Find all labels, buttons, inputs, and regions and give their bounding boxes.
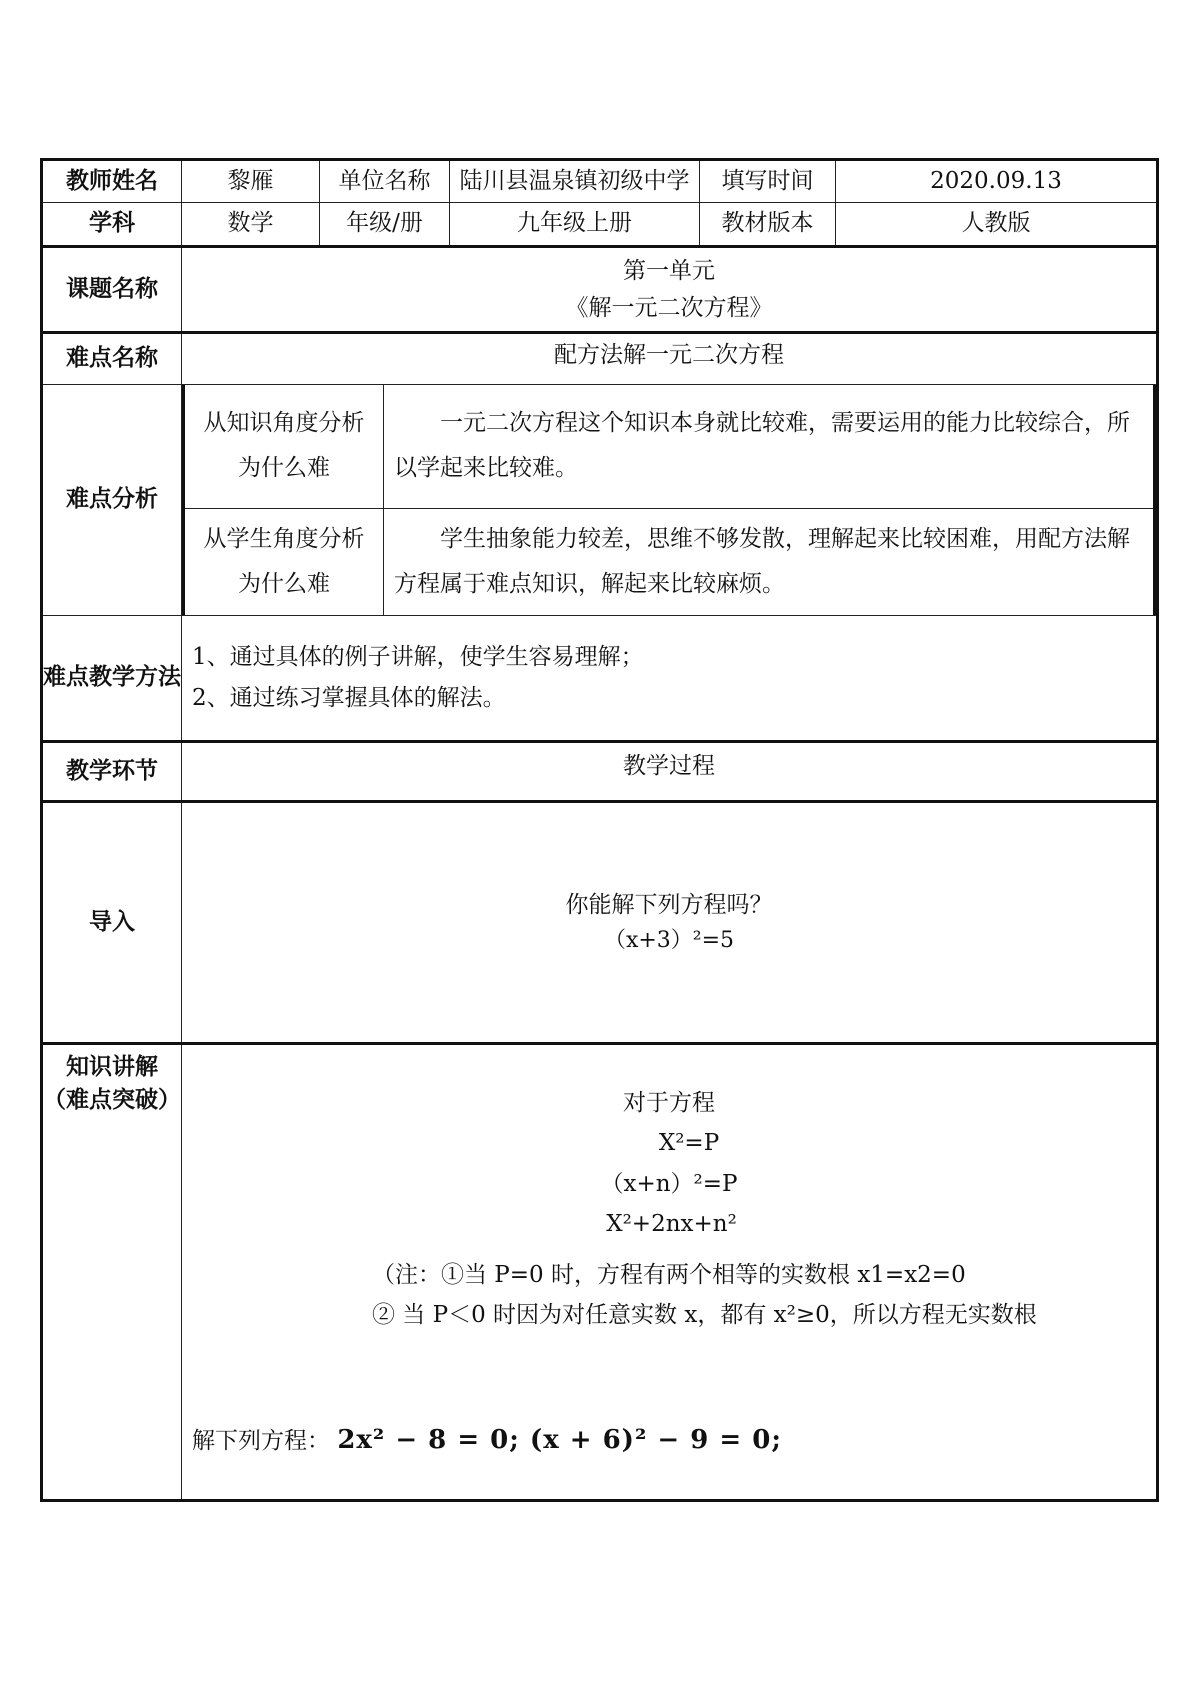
header-row-1 bbox=[42, 160, 1158, 203]
topic-row bbox=[42, 247, 1158, 333]
process-value: 教学过程 bbox=[182, 742, 1158, 802]
topic-value bbox=[182, 247, 1158, 333]
explain-line-4: X²+2nx+n² bbox=[606, 1210, 737, 1237]
intro-label: 导入 bbox=[42, 802, 182, 1044]
method-label: 难点教学方法 bbox=[42, 616, 182, 742]
date-value: 2020.09.13 bbox=[836, 160, 1158, 203]
knowledge-angle-text: 一元二次方程这个知识本身就比较难，需要运用的能力比较综合，所以学起来比较难。 bbox=[384, 385, 1155, 508]
method-item-1: 1、通过具体的例子讲解，使学生容易理解； bbox=[192, 643, 644, 670]
exercise-math: 2x² − 8 = 0; (x + 6)² − 9 = 0; bbox=[337, 1425, 782, 1455]
header-row-2 bbox=[42, 203, 1158, 247]
subject-label: 学科 bbox=[42, 203, 182, 247]
date-label: 填写时间 bbox=[700, 160, 836, 203]
teacher-label: 教师姓名 bbox=[42, 160, 182, 203]
topic-label: 课题名称 bbox=[42, 247, 182, 333]
analysis-sub-table bbox=[182, 385, 1156, 615]
analysis-content bbox=[182, 385, 1158, 616]
intro-content bbox=[182, 802, 1158, 1044]
method-row bbox=[42, 616, 1158, 742]
difficulty-value: 配方法解一元二次方程 bbox=[182, 333, 1158, 385]
explain-line-2: X²=P bbox=[658, 1130, 720, 1157]
explain-note-1: （注：①当 P=0 时，方程有两个相等的实数根 x1=x2=0 bbox=[372, 1262, 966, 1288]
grade-label: 年级/册 bbox=[320, 203, 450, 247]
explain-row bbox=[42, 1044, 1158, 1501]
process-label: 教学环节 bbox=[42, 742, 182, 802]
analysis-row bbox=[42, 385, 1158, 616]
edition-label: 教材版本 bbox=[700, 203, 836, 247]
difficulty-row bbox=[42, 333, 1158, 385]
method-item-2: 2、通过练习掌握具体的解法。 bbox=[192, 685, 506, 711]
explain-label: 知识讲解 （难点突破） bbox=[42, 1044, 182, 1501]
explain-line-3: （x+n）²=P bbox=[600, 1170, 738, 1197]
analysis-label: 难点分析 bbox=[42, 385, 182, 616]
explain-center-block bbox=[182, 1083, 1156, 1244]
difficulty-label: 难点名称 bbox=[42, 333, 182, 385]
subject-value: 数学 bbox=[182, 203, 320, 247]
intro-equation: （x+3）²=5 bbox=[603, 928, 735, 954]
topic-line-1: 第一单元 bbox=[623, 257, 715, 284]
explain-note-2: ② 当 P＜0 时因为对任意实数 x，都有 x²≥0，所以方程无实数根 bbox=[372, 1302, 1037, 1329]
edition-value: 人教版 bbox=[836, 203, 1158, 247]
knowledge-angle-label: 从知识角度分析 为什么难 bbox=[184, 385, 384, 508]
exercise-label: 解下列方程： bbox=[192, 1428, 330, 1454]
teacher-value: 黎雁 bbox=[182, 160, 320, 203]
topic-line-2: 《解一元二次方程》 bbox=[565, 294, 773, 321]
student-angle-text: 学生抽象能力较差，思维不够发散，理解起来比较困难，用配方法解方程属于难点知识，解起来比较麻烦。 bbox=[384, 508, 1155, 615]
unit-value: 陆川县温泉镇初级中学 bbox=[450, 160, 700, 203]
unit-label: 单位名称 bbox=[320, 160, 450, 203]
explain-line-1: 对于方程 bbox=[623, 1090, 715, 1116]
grade-value: 九年级上册 bbox=[450, 203, 700, 247]
method-content bbox=[182, 616, 1158, 742]
intro-row bbox=[42, 802, 1158, 1044]
process-row bbox=[42, 742, 1158, 802]
lesson-plan-table bbox=[40, 158, 1159, 1502]
exercise-line bbox=[192, 1423, 782, 1458]
student-angle-label: 从学生角度分析 为什么难 bbox=[184, 508, 384, 615]
explain-notes bbox=[372, 1255, 1037, 1336]
intro-question: 你能解下列方程吗？ bbox=[565, 891, 773, 918]
explain-content bbox=[182, 1044, 1158, 1501]
